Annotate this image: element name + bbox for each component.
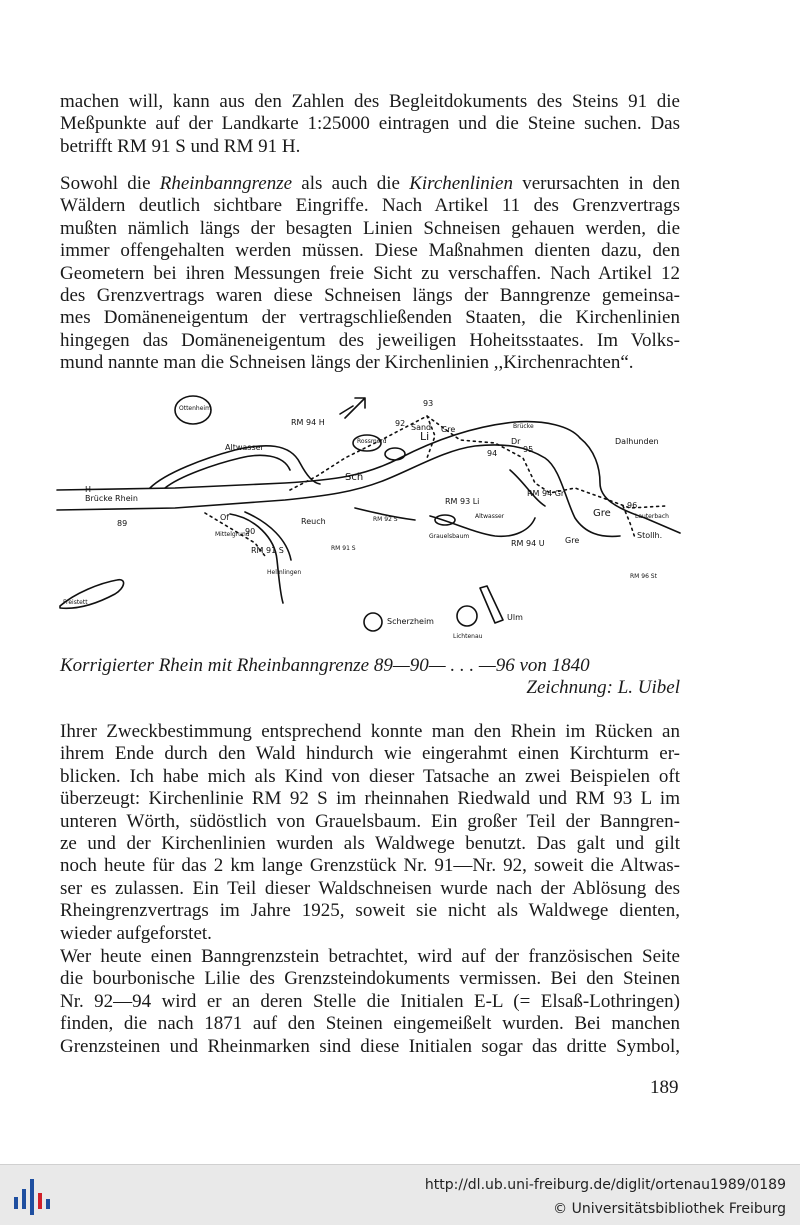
rhine-upper-bank	[57, 422, 580, 490]
label-92: 92	[395, 419, 406, 428]
page-number: 189	[650, 1077, 679, 1098]
text-line: die bourbonische Lilie des Grenzsteindokuments vermissen. Bei den Steinen	[60, 968, 680, 990]
label-altwasser: Altwasser	[225, 443, 264, 452]
label-sand: Sand	[411, 423, 432, 432]
paragraph-3	[60, 721, 680, 945]
label-rm94gr: RM 94 Gr	[527, 489, 565, 498]
copyright-text: © Universitätsbibliothek Freiburg	[553, 1201, 786, 1217]
text-line: des Grenzvertrags waren diese Schneisen längs der Banngrenze gemeinsa-	[60, 285, 680, 307]
label-rossmoerd: Rossmörd	[357, 438, 387, 445]
text-line: mes Domäneneigentum der vertragschließenden Staaten, die Kirchenlinien	[60, 307, 680, 329]
paragraph-2	[60, 173, 680, 375]
text-run: Sowohl die	[60, 173, 160, 194]
text-line: mund nannte man die Schneisen längs der Kirchenlinien ,,Kirchenrachten“.	[60, 352, 634, 374]
paragraph-1	[60, 91, 680, 158]
text-line: noch heute für das 2 km lange Grenzstück Nr. 91—Nr. 92, soweit die Altwas-	[60, 855, 680, 877]
rhine-map-drawing	[55, 388, 685, 650]
label-ottenheim: Ottenheim	[179, 405, 211, 412]
label-rm92s: RM 92 S	[373, 516, 398, 523]
label-gre-1: Gre	[441, 425, 456, 434]
church-lichtenau	[457, 606, 477, 626]
text-line: finden, die nach 1871 auf den Steinen eingemeißelt wurden. Bei manchen	[60, 1013, 680, 1035]
rhine-lower-arm	[230, 514, 283, 603]
label-96: 96	[627, 501, 638, 510]
label-rm93li: RM 93 Li	[445, 497, 480, 506]
label-h: H	[85, 485, 92, 494]
label-rm94u: RM 94 U	[511, 539, 545, 548]
label-sch: Sch	[345, 472, 364, 483]
label-rm96st: RM 96 St	[630, 573, 657, 580]
label-gre-2: Gre	[593, 508, 611, 519]
ulm-marker	[480, 586, 503, 623]
label-rm91s-b: RM 91 S	[331, 545, 356, 552]
emphasis-kirchenlinien: Kirchenlinien	[409, 173, 513, 194]
library-logo-icon	[10, 1175, 54, 1219]
text-line: Wer heute einen Banngrenzstein betrachtet, wird auf der französischen Seite	[60, 946, 680, 967]
label-stollh: Stollh.	[637, 531, 663, 540]
label-93: 93	[423, 399, 434, 408]
label-95: 95	[523, 445, 534, 454]
church-scherzheim	[364, 613, 382, 631]
library-footer	[0, 1164, 800, 1225]
label-dalhunden: Dalhunden	[615, 437, 659, 446]
text-line: betrifft RM 91 S und RM 91 H.	[60, 135, 301, 157]
label-helmlingen: Helmlingen	[267, 569, 302, 576]
label-rm91s-a: RM 91 S	[251, 546, 284, 555]
label-89: 89	[117, 519, 128, 528]
label-ulm: Ulm	[507, 613, 523, 622]
label-bruecke-top: Brücke	[513, 423, 534, 430]
text-line: immer offengehalten werden müssen. Diese Maßnahmen dienten dazu, den	[60, 240, 680, 262]
label-li: Li	[420, 430, 430, 443]
text-line: blicken. Ich habe mich als Kind von dieser Tatsache an zwei Beispielen oft	[60, 765, 680, 787]
label-of: Of	[220, 513, 230, 522]
text-line: Geometern bei ihren Messungen freie Sicht zu verschaffen. Nach Artikel 12	[60, 262, 680, 284]
label-rm94h: RM 94 H	[291, 418, 325, 427]
label-90: 90	[245, 527, 256, 536]
label-reuch: Reuch	[301, 517, 326, 526]
label-grauelsbaum: Grauelsbaum	[429, 533, 470, 540]
text-line: ser es zulassen. Ein Teil dieser Waldschneisen wurde nach der Ablösung des	[60, 877, 680, 899]
paragraph-4	[60, 946, 680, 1058]
text-line: überzeugt: Kirchenlinie RM 92 S im rheinnahen Riedwald und RM 93 L im	[60, 788, 680, 810]
text-line: Rheingrenzvertrags im Jahre 1925, soweit sie nicht als Waldwege dienten,	[60, 900, 680, 922]
text-run: als auch die	[292, 173, 410, 194]
figure-credit: Zeichnung: L. Uibel	[526, 677, 680, 698]
label-bruecke-rhein: Brücke Rhein	[85, 494, 138, 503]
label-scherzheim: Scherzheim	[387, 617, 434, 626]
text-line: Grenzsteinen und Rheinmarken sind diese Initialen sogar das dritte Symbol,	[60, 1035, 680, 1057]
text-run: verursachten in den	[512, 173, 680, 194]
text-line: ze und der Kirchenlinien wurden als Waldwege benutzt. Das galt und gilt	[60, 833, 680, 855]
label-94: 94	[487, 449, 498, 458]
label-gre-3: Gre	[565, 536, 580, 545]
label-dr: Dr	[511, 437, 521, 446]
label-freistett: Freistett	[63, 599, 88, 606]
text-line	[60, 173, 680, 195]
label-lichtenau: Lichtenau	[453, 633, 483, 640]
banngrenze-line	[290, 416, 665, 508]
emphasis-rheinbanngrenze: Rheinbanngrenze	[159, 173, 293, 194]
label-lauterbach: Lauterbach	[635, 513, 669, 520]
text-line: Nr. 92—94 wird er an deren Stelle die Initialen E-L (= Elsaß-Lothringen)	[60, 990, 680, 1012]
text-line: Wäldern deutlich sichtbare Eingriffe. Nach Artikel 11 des Grenzvertrags	[60, 195, 680, 217]
text-line: mußten nämlich längs der besagten Linien Schneisen gehauen werden, die	[60, 217, 680, 239]
page-url-link[interactable]: http://dl.ub.uni-freiburg.de/diglit/ortenau1989/0189	[424, 1177, 786, 1193]
text-line: wieder aufgeforstet.	[60, 922, 212, 944]
text-line: unteren Wörth, südöstlich von Grauelsbaum. Ein großer Teil der Banngren-	[60, 810, 680, 832]
label-mittelgrund: Mittelgrund	[215, 531, 250, 538]
figure-caption: Korrigierter Rhein mit Rheinbanngrenze 89—90— . . . —96 von 1840	[60, 655, 590, 676]
label-altwasser-2: Altwasser	[475, 513, 505, 520]
text-line: Ihrer Zweckbestimmung entsprechend konnte man den Rhein im Rücken an	[60, 721, 680, 742]
text-line: ihrem Ende durch den Wald hindurch wie eingerahmt einen Kirchturm er-	[60, 743, 680, 765]
text-line: Meßpunkte auf der Landkarte 1:25000 eintragen und die Steine suchen. Das	[60, 113, 680, 135]
text-line: hingegen das Domäneneigentum des jeweiligen Hoheitsstaates. Im Volks-	[60, 329, 680, 351]
text-line: machen will, kann aus den Zahlen des Begleitdokuments des Steins 91 die	[60, 91, 680, 112]
north-arrow	[340, 398, 365, 418]
